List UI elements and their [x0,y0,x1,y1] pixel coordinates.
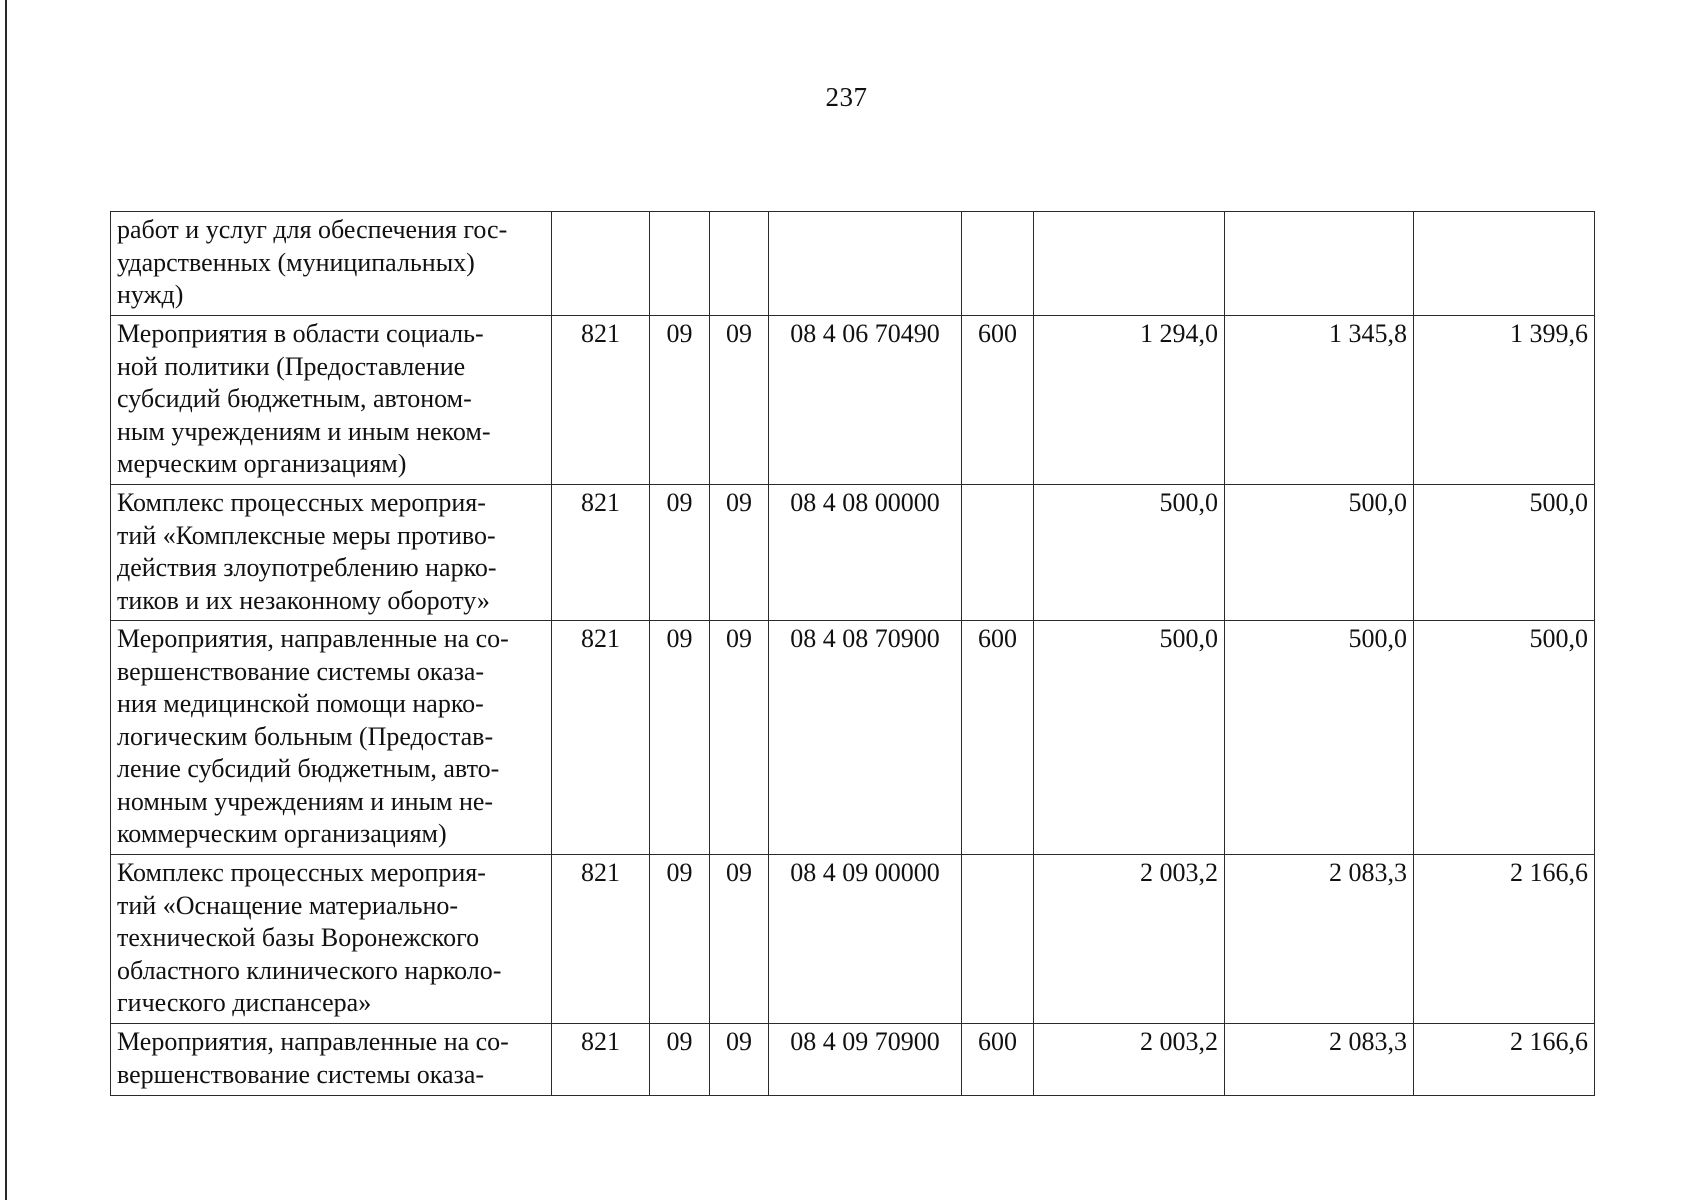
subsection-code-cell: 09 [710,485,769,621]
amount-year3-cell: 2 166,6 [1414,1024,1595,1096]
section-code-cell: 09 [650,316,710,485]
subsection-code-cell: 09 [710,1024,769,1096]
target-article-cell: 08 4 06 70490 [769,316,962,485]
ministry-code-cell [552,212,650,316]
table-row [111,212,1595,316]
table-row [111,485,1595,621]
page-number: 237 [825,82,868,112]
row-name-cell: Мероприятия в области социаль- ной политики (Предоставление субсидий бюджетным, автоном- ным учреждениям и иным неком- мерческим организациям) [111,316,552,485]
amount-year2-cell: 500,0 [1225,621,1414,855]
amount-year1-cell: 2 003,2 [1034,855,1225,1024]
ministry-code-cell: 821 [552,485,650,621]
target-article-cell: 08 4 08 70900 [769,621,962,855]
amount-year1-cell: 500,0 [1034,621,1225,855]
row-name-cell: Мероприятия, направленные на со- вершенствование системы оказа- ния медицинской помощи нарко- логическим больным (Предостав- ление субсидий бюджетным, авто- номным учреждениям и иным не- коммерческим организациям) [111,621,552,855]
amount-year2-cell: 2 083,3 [1225,1024,1414,1096]
expense-type-cell: 600 [962,1024,1034,1096]
ministry-code-cell: 821 [552,316,650,485]
expense-type-cell: 600 [962,621,1034,855]
target-article-cell [769,212,962,316]
amount-year1-cell: 1 294,0 [1034,316,1225,485]
section-code-cell: 09 [650,621,710,855]
amount-year3-cell: 500,0 [1414,485,1595,621]
expense-type-cell [962,855,1034,1024]
subsection-code-cell: 09 [710,621,769,855]
section-code-cell: 09 [650,855,710,1024]
expense-type-cell [962,212,1034,316]
amount-year1-cell: 2 003,2 [1034,1024,1225,1096]
amount-year3-cell [1414,212,1595,316]
expense-type-cell [962,485,1034,621]
subsection-code-cell: 09 [710,316,769,485]
amount-year2-cell [1225,212,1414,316]
amount-year2-cell: 2 083,3 [1225,855,1414,1024]
section-code-cell [650,212,710,316]
amount-year2-cell: 1 345,8 [1225,316,1414,485]
row-name-cell: Мероприятия, направленные на со- вершенствование системы оказа- [111,1024,552,1096]
ministry-code-cell: 821 [552,855,650,1024]
row-name-cell: Комплекс процессных мероприя- тий «Комплексные меры противо- действия злоупотреблению нарко- тиков и их незаконному обороту» [111,485,552,621]
section-code-cell: 09 [650,1024,710,1096]
amount-year1-cell [1034,212,1225,316]
section-code-cell: 09 [650,485,710,621]
table-row [111,316,1595,485]
amount-year3-cell: 1 399,6 [1414,316,1595,485]
amount-year3-cell: 500,0 [1414,621,1595,855]
ministry-code-cell: 821 [552,1024,650,1096]
table-row [111,621,1595,855]
expense-type-cell: 600 [962,316,1034,485]
row-name-cell: Комплекс процессных мероприя- тий «Оснащение материально- технической базы Воронежского областного клинического нарколо- гического диспансера» [111,855,552,1024]
row-name-cell: работ и услуг для обеспечения гос- ударственных (муниципальных) нужд) [111,212,552,316]
ministry-code-cell: 821 [552,621,650,855]
budget-table [110,211,1595,1096]
amount-year2-cell: 500,0 [1225,485,1414,621]
scan-edge-line [5,0,7,1200]
amount-year3-cell: 2 166,6 [1414,855,1595,1024]
table-row [111,1024,1595,1096]
target-article-cell: 08 4 09 70900 [769,1024,962,1096]
subsection-code-cell [710,212,769,316]
table-row [111,855,1595,1024]
amount-year1-cell: 500,0 [1034,485,1225,621]
subsection-code-cell: 09 [710,855,769,1024]
target-article-cell: 08 4 08 00000 [769,485,962,621]
target-article-cell: 08 4 09 00000 [769,855,962,1024]
